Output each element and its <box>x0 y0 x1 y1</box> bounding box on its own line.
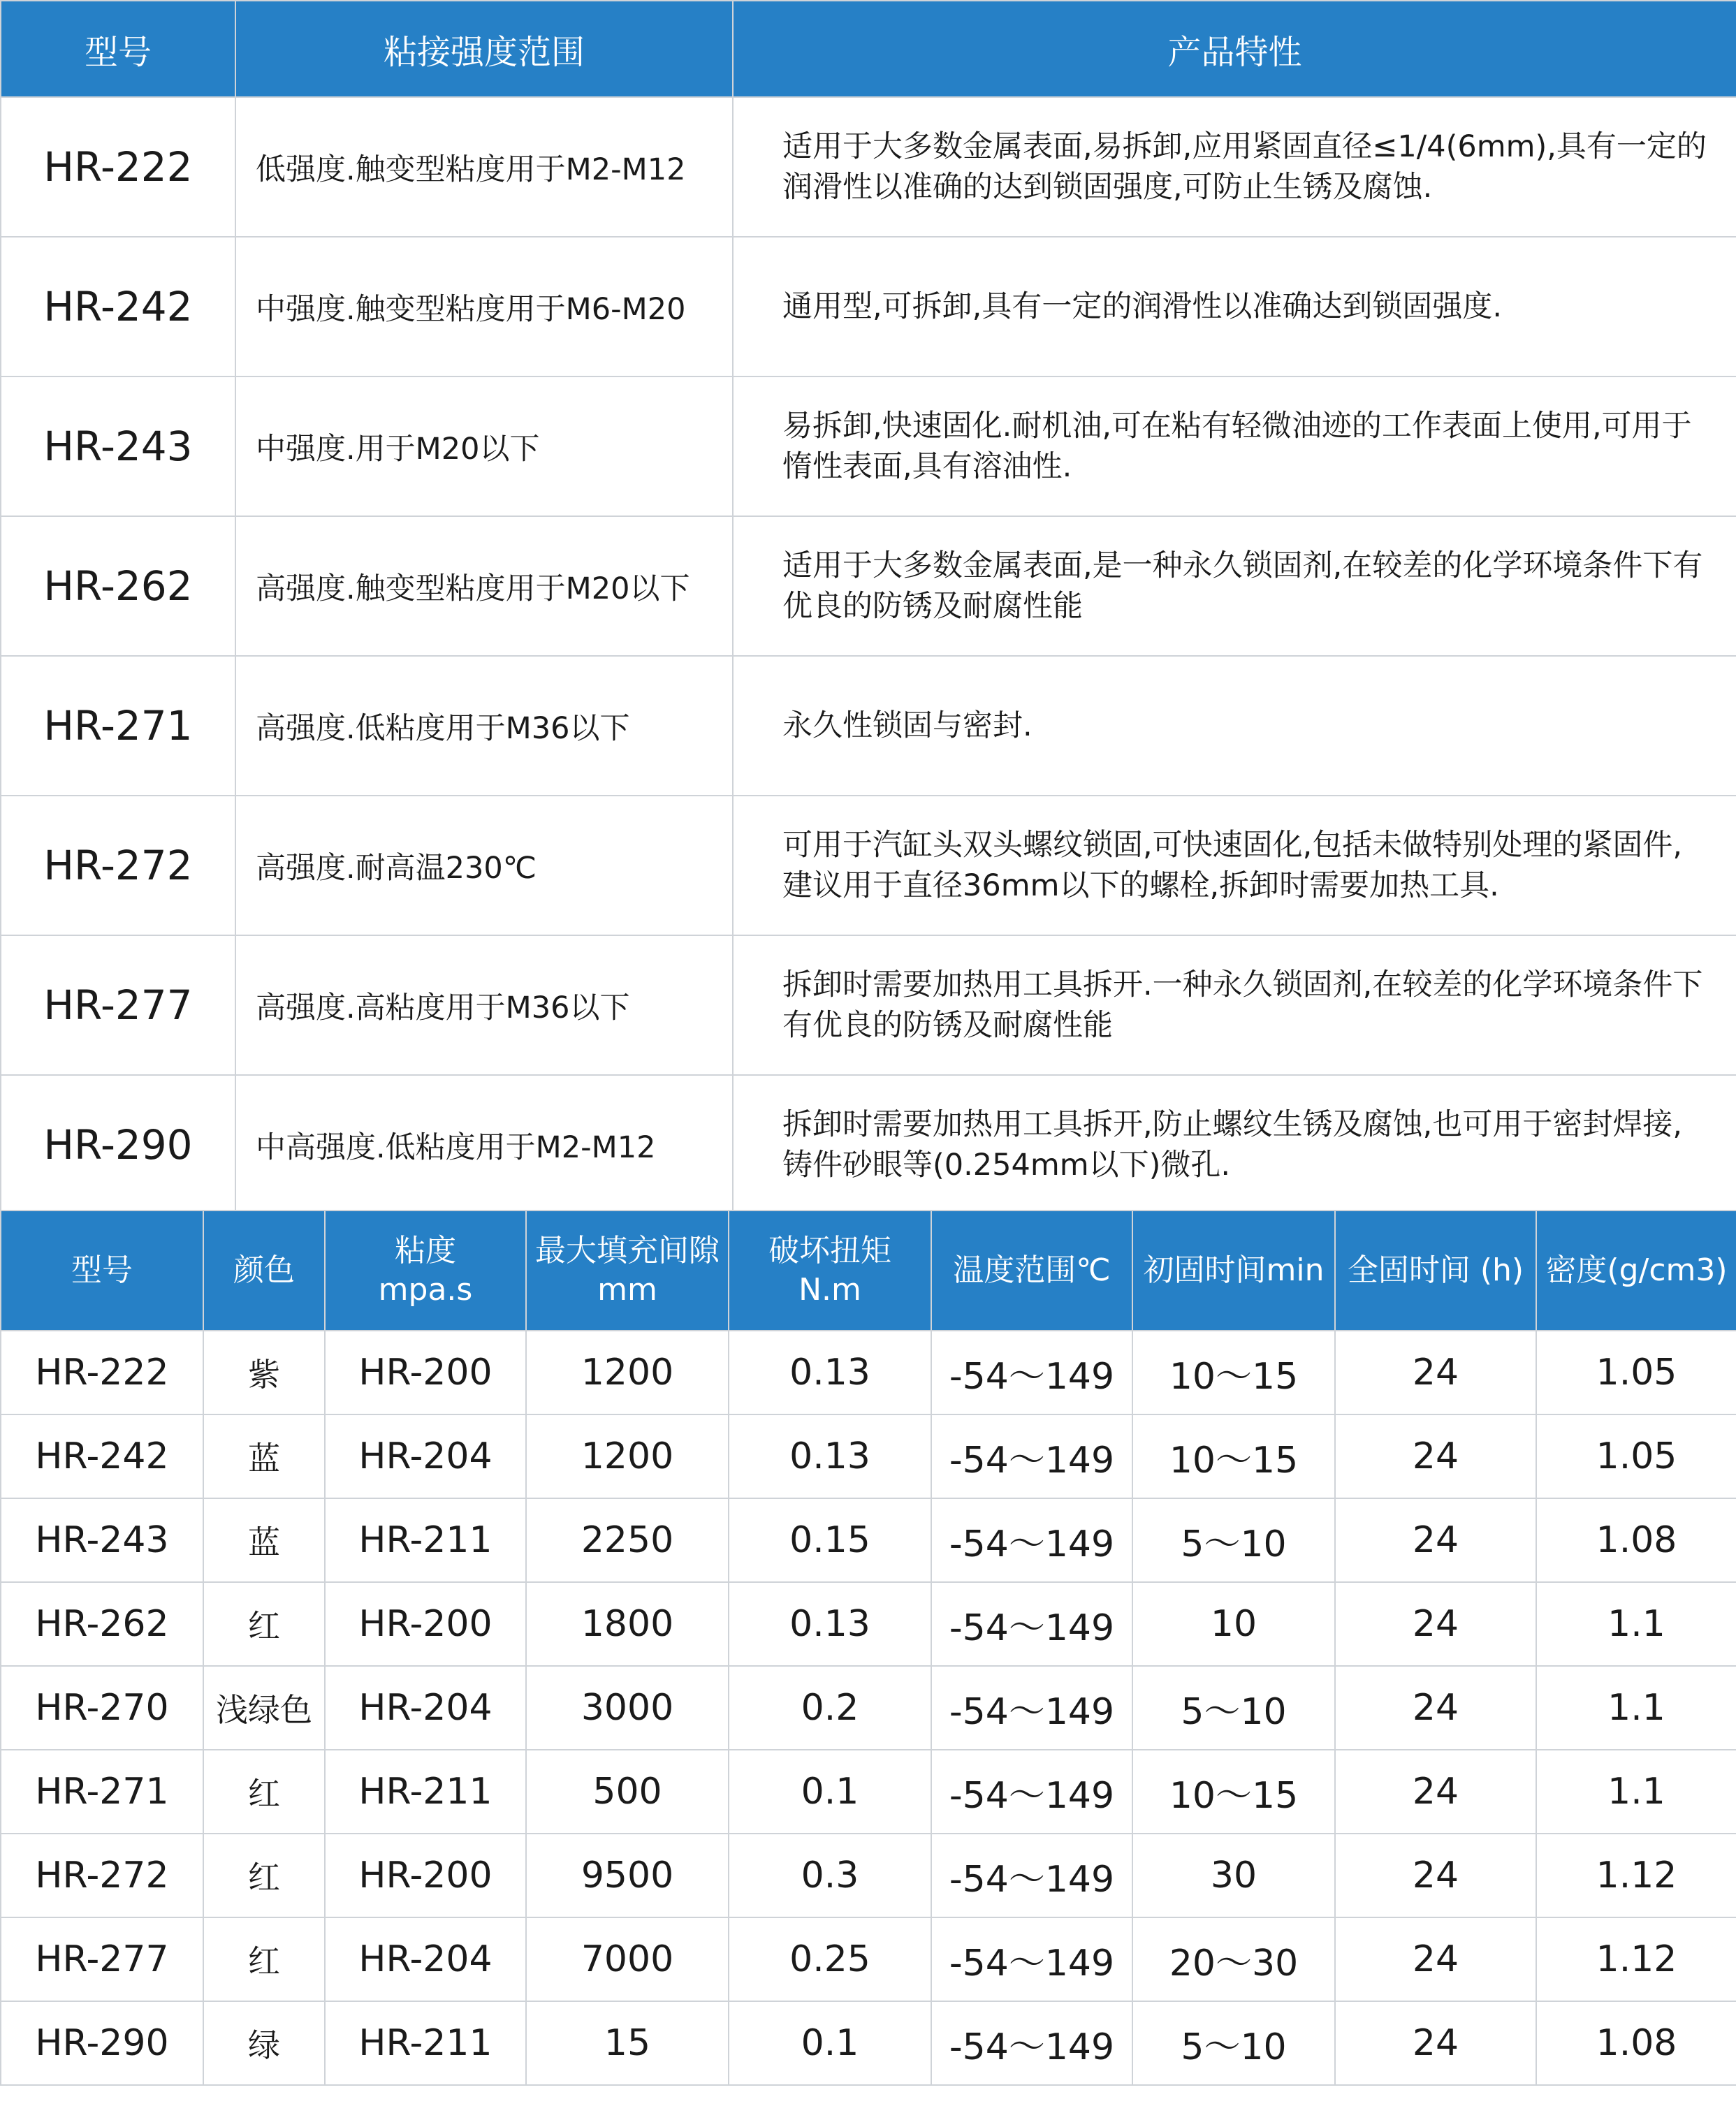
model-cell: HR-242 <box>1 237 235 376</box>
full-cure-cell: 24 <box>1335 2001 1536 2085</box>
max-gap-cell: 1200 <box>526 1331 729 1414</box>
max-gap-cell: 7000 <box>526 1917 729 2001</box>
full-cure-cell: 24 <box>1335 1917 1536 2001</box>
feature-cell: 拆卸时需要加热用工具拆开,防止螺纹生锈及腐蚀,也可用于密封焊接,铸件砂眼等(0.254mm以下)微孔. <box>733 1075 1736 1215</box>
model-cell: HR-272 <box>1 796 235 935</box>
feature-cell: 易拆卸,快速固化.耐机油,可在粘有轻微油迹的工作表面上使用,可用于惰性表面,具有溶油性. <box>733 376 1736 516</box>
table-row <box>1 1414 1736 1498</box>
full-cure-cell: 24 <box>1335 1414 1536 1498</box>
color-cell: 浅绿色 <box>203 1666 325 1750</box>
table-row <box>1 376 1736 516</box>
table-row <box>1 1834 1736 1917</box>
initial-cure-cell: 5～10 <box>1132 2001 1335 2085</box>
table-row <box>1 1331 1736 1414</box>
strength-range-cell: 高强度.低粘度用于M36以下 <box>235 656 733 796</box>
model-cell: HR-271 <box>1 656 235 796</box>
strength-range-cell: 中强度.触变型粘度用于M6-M20 <box>235 237 733 376</box>
model-cell: HR-243 <box>1 1498 203 1582</box>
header-bond-strength-range: 粘接强度范围 <box>235 1 733 97</box>
viscosity-cell: HR-211 <box>325 2001 526 2085</box>
strength-range-cell: 高强度.耐高温230℃ <box>235 796 733 935</box>
model-cell: HR-272 <box>1 1834 203 1917</box>
max-gap-cell: 1800 <box>526 1582 729 1666</box>
table-row <box>1 237 1736 376</box>
viscosity-cell: HR-211 <box>325 1498 526 1582</box>
temperature-cell: -54～149 <box>931 1498 1132 1582</box>
torque-cell: 0.25 <box>729 1917 931 2001</box>
table-row <box>1 1582 1736 1666</box>
model-cell: HR-290 <box>1 1075 235 1215</box>
table-row <box>1 796 1736 935</box>
density-cell: 1.05 <box>1536 1414 1736 1498</box>
initial-cure-cell: 10 <box>1132 1582 1335 1666</box>
density-cell: 1.1 <box>1536 1582 1736 1666</box>
model-cell: HR-222 <box>1 97 235 237</box>
color-cell: 紫 <box>203 1331 325 1414</box>
feature-cell: 适用于大多数金属表面,易拆卸,应用紧固直径≤1/4(6mm),具有一定的润滑性以准确的达到锁固强度,可防止生锈及腐蚀. <box>733 97 1736 237</box>
torque-cell: 0.15 <box>729 1498 931 1582</box>
initial-cure-cell: 10～15 <box>1132 1750 1335 1834</box>
viscosity-cell: HR-204 <box>325 1666 526 1750</box>
model-cell: HR-243 <box>1 376 235 516</box>
feature-cell: 拆卸时需要加热用工具拆开.一种永久锁固剂,在较差的化学环境条件下有优良的防锈及耐腐性能 <box>733 935 1736 1075</box>
temperature-cell: -54～149 <box>931 1750 1132 1834</box>
torque-cell: 0.1 <box>729 1750 931 1834</box>
max-gap-cell: 9500 <box>526 1834 729 1917</box>
strength-range-cell: 高强度.触变型粘度用于M20以下 <box>235 516 733 656</box>
color-cell: 绿 <box>203 2001 325 2085</box>
characteristics-header-row <box>1 1 1736 97</box>
viscosity-cell: HR-211 <box>325 1750 526 1834</box>
max-gap-cell: 500 <box>526 1750 729 1834</box>
model-cell: HR-262 <box>1 516 235 656</box>
model-cell: HR-277 <box>1 935 235 1075</box>
table-row <box>1 1750 1736 1834</box>
initial-cure-cell: 10～15 <box>1132 1414 1335 1498</box>
viscosity-cell: HR-204 <box>325 1414 526 1498</box>
table-row <box>1 97 1736 237</box>
header-initial-cure-time: 初固时间min <box>1132 1211 1335 1331</box>
color-cell: 红 <box>203 1917 325 2001</box>
color-cell: 蓝 <box>203 1498 325 1582</box>
torque-cell: 0.2 <box>729 1666 931 1750</box>
temperature-cell: -54～149 <box>931 1331 1132 1414</box>
header-density: 密度(g/cm3) <box>1536 1211 1736 1331</box>
initial-cure-cell: 20～30 <box>1132 1917 1335 2001</box>
table-row <box>1 1498 1736 1582</box>
density-cell: 1.1 <box>1536 1666 1736 1750</box>
model-cell: HR-262 <box>1 1582 203 1666</box>
viscosity-cell: HR-200 <box>325 1331 526 1414</box>
full-cure-cell: 24 <box>1335 1582 1536 1666</box>
strength-range-cell: 低强度.触变型粘度用于M2-M12 <box>235 97 733 237</box>
feature-cell: 通用型,可拆卸,具有一定的润滑性以准确达到锁固强度. <box>733 237 1736 376</box>
header-max-gap-unit: mm <box>597 1272 657 1308</box>
table-row <box>1 516 1736 656</box>
full-cure-cell: 24 <box>1335 1498 1536 1582</box>
temperature-cell: -54～149 <box>931 1666 1132 1750</box>
header-breaking-torque-unit: N.m <box>798 1272 861 1308</box>
temperature-cell: -54～149 <box>931 1917 1132 2001</box>
max-gap-cell: 3000 <box>526 1666 729 1750</box>
model-cell: HR-271 <box>1 1750 203 1834</box>
color-cell: 蓝 <box>203 1414 325 1498</box>
model-cell: HR-222 <box>1 1331 203 1414</box>
initial-cure-cell: 5～10 <box>1132 1498 1335 1582</box>
model-cell: HR-290 <box>1 2001 203 2085</box>
torque-cell: 0.1 <box>729 2001 931 2085</box>
temperature-cell: -54～149 <box>931 1414 1132 1498</box>
density-cell: 1.08 <box>1536 2001 1736 2085</box>
header-product-features: 产品特性 <box>733 1 1736 97</box>
table-row <box>1 1917 1736 2001</box>
header-model: 型号 <box>1 1 235 97</box>
header-model: 型号 <box>1 1211 203 1331</box>
feature-cell: 可用于汽缸头双头螺纹锁固,可快速固化,包括未做特别处理的紧固件,建议用于直径36mm以下的螺栓,拆卸时需要加热工具. <box>733 796 1736 935</box>
technical-parameters-table <box>0 1210 1736 2086</box>
density-cell: 1.08 <box>1536 1498 1736 1582</box>
feature-cell: 适用于大多数金属表面,是一种永久锁固剂,在较差的化学环境条件下有优良的防锈及耐腐性能 <box>733 516 1736 656</box>
torque-cell: 0.13 <box>729 1582 931 1666</box>
header-viscosity-unit: mpa.s <box>378 1272 473 1308</box>
max-gap-cell: 1200 <box>526 1414 729 1498</box>
parameters-header-row <box>1 1211 1736 1331</box>
table-row <box>1 935 1736 1075</box>
torque-cell: 0.3 <box>729 1834 931 1917</box>
feature-cell: 永久性锁固与密封. <box>733 656 1736 796</box>
model-cell: HR-242 <box>1 1414 203 1498</box>
full-cure-cell: 24 <box>1335 1834 1536 1917</box>
temperature-cell: -54～149 <box>931 1582 1132 1666</box>
temperature-cell: -54～149 <box>931 1834 1132 1917</box>
table-row <box>1 1075 1736 1215</box>
color-cell: 红 <box>203 1834 325 1917</box>
color-cell: 红 <box>203 1750 325 1834</box>
initial-cure-cell: 5～10 <box>1132 1666 1335 1750</box>
initial-cure-cell: 10～15 <box>1132 1331 1335 1414</box>
table-row <box>1 656 1736 796</box>
strength-range-cell: 中强度.用于M20以下 <box>235 376 733 516</box>
model-cell: HR-277 <box>1 1917 203 2001</box>
max-gap-cell: 15 <box>526 2001 729 2085</box>
initial-cure-cell: 30 <box>1132 1834 1335 1917</box>
viscosity-cell: HR-200 <box>325 1834 526 1917</box>
color-cell: 红 <box>203 1582 325 1666</box>
table-row <box>1 2001 1736 2085</box>
density-cell: 1.1 <box>1536 1750 1736 1834</box>
density-cell: 1.12 <box>1536 1917 1736 2001</box>
viscosity-cell: HR-200 <box>325 1582 526 1666</box>
header-breaking-torque: 破坏扭矩 N.m <box>729 1211 931 1331</box>
density-cell: 1.12 <box>1536 1834 1736 1917</box>
viscosity-cell: HR-204 <box>325 1917 526 2001</box>
strength-range-cell: 中高强度.低粘度用于M2-M12 <box>235 1075 733 1215</box>
full-cure-cell: 24 <box>1335 1666 1536 1750</box>
torque-cell: 0.13 <box>729 1414 931 1498</box>
header-max-gap: 最大填充间隙 mm <box>526 1211 729 1331</box>
full-cure-cell: 24 <box>1335 1331 1536 1414</box>
full-cure-cell: 24 <box>1335 1750 1536 1834</box>
header-full-cure-time: 全固时间 (h) <box>1335 1211 1536 1331</box>
max-gap-cell: 2250 <box>526 1498 729 1582</box>
density-cell: 1.05 <box>1536 1331 1736 1414</box>
torque-cell: 0.13 <box>729 1331 931 1414</box>
header-color: 颜色 <box>203 1211 325 1331</box>
header-viscosity: 粘度 mpa.s <box>325 1211 526 1331</box>
model-cell: HR-270 <box>1 1666 203 1750</box>
temperature-cell: -54～149 <box>931 2001 1132 2085</box>
table-row <box>1 1666 1736 1750</box>
strength-range-cell: 高强度.高粘度用于M36以下 <box>235 935 733 1075</box>
header-temperature-range: 温度范围℃ <box>931 1211 1132 1331</box>
